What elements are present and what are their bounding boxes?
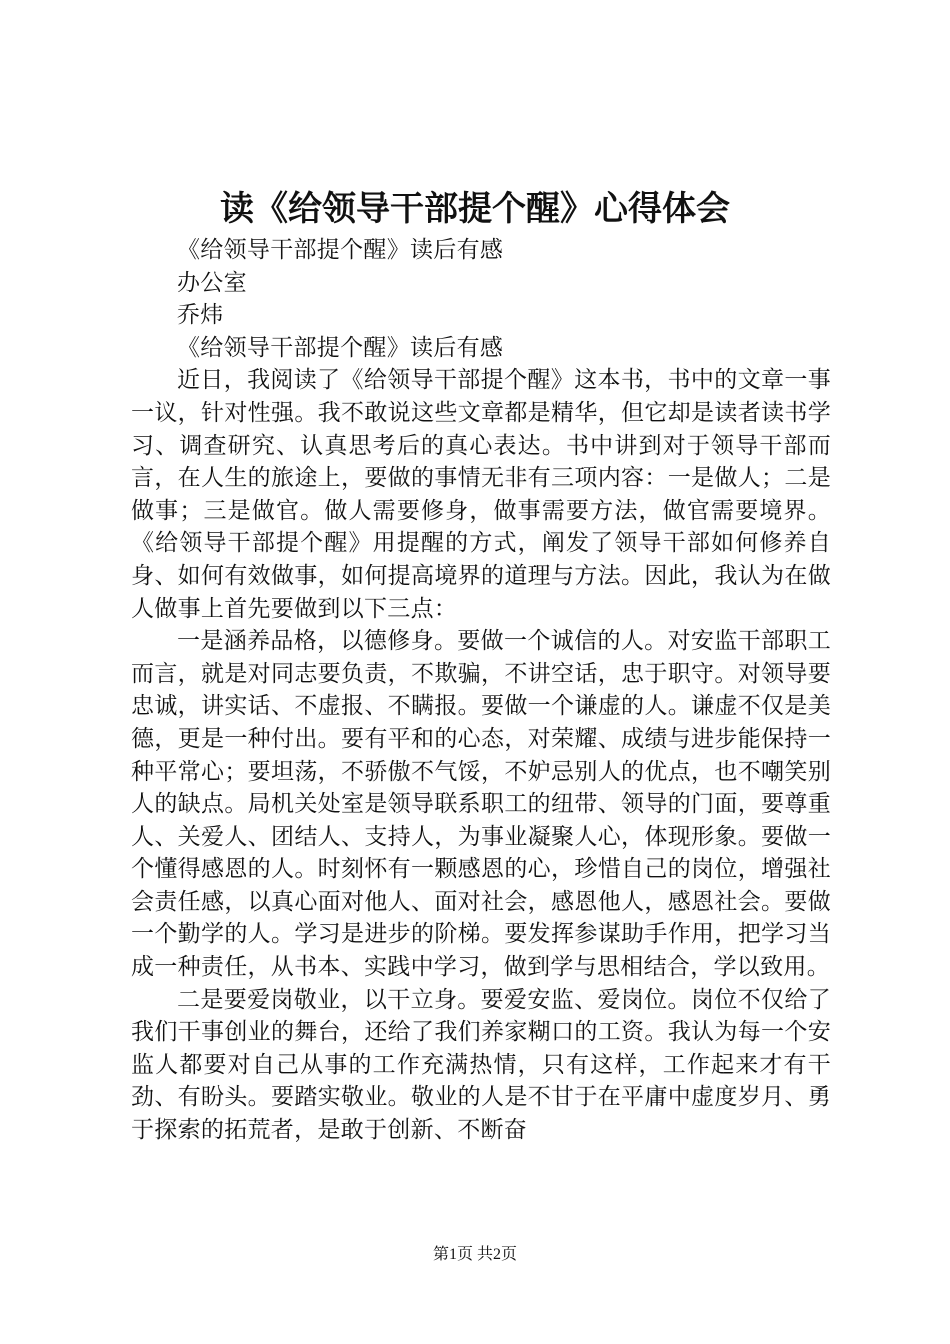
paragraph-point-one: 一是涵养品格，以德修身。要做一个诚信的人。对安监干部职工而言，就是对同志要负责，不欺骗，不讲空话，忠于职守。对领导要忠诚，讲实话、不虚报、不瞒报。要做一个谦虚的人。谦虚不仅是美德，更是一种付出。要有平和的心态，对荣耀、成绩与进步能保持一种平常心；要坦荡，不骄傲不气馁，不妒忌别人的优点，也不嘲笑别人的缺点。局机关处室是领导联系职工的纽带、领导的门面，要尊重人、关爱人、团结人、支持人，为事业凝聚人心，体现形象。要做一个懂得感恩的人。时刻怀有一颗感恩的心，珍惜自己的岗位，增强社会责任感，以真心面对他人、面对社会，感恩他人，感恩社会。要做一个勤学的人。学习是进步的阶梯。要发挥参谋助手作用，把学习当成一种责任，从书本、实践中学习，做到学与思相结合，学以致用。 [131, 628, 831, 981]
document-title: 读《给领导干部提个醒》心得体会 [220, 189, 730, 229]
document-body [131, 234, 831, 1147]
page-number-footer: 第1页 共2页 [432, 1246, 517, 1263]
paragraph-intro: 近日，我阅读了《给领导干部提个醒》这本书，书中的文章一事一议，针对性强。我不敢说这些文章都是精华，但它却是读者读书学习、调查研究、认真思考后的真心表达。书中讲到对于领导干部而言，在人生的旅途上，要做的事情无非有三项内容：一是做人；二是做事；三是做官。做人需要修身，做事需要方法，做官需要境界。《给领导干部提个醒》用提醒的方式，阐发了领导干部如何修养自身、如何有效做事，如何提高境界的道理与方法。因此，我认为在做人做事上首先要做到以下三点： [131, 367, 831, 622]
paragraph-author: 乔炜 [177, 302, 224, 329]
paragraph-subtitle: 《给领导干部提个醒》读后有感 [177, 237, 504, 263]
paragraph-point-two: 二是要爱岗敬业，以干立身。要爱安监、爱岗位。岗位不仅给了我们干事创业的舞台，还给了我们养家糊口的工资。我认为每一个安监人都要对自己从事的工作充满热情，只有这样，工作起来才有干劲、有盼头。要踏实敬业。敬业的人是不甘于在平庸中虚度岁月、勇于探索的拓荒者，是敢于创新、不断奋 [131, 986, 831, 1144]
paragraph-subtitle-repeat: 《给领导干部提个醒》读后有感 [177, 334, 504, 361]
paragraph-department: 办公室 [177, 269, 247, 296]
